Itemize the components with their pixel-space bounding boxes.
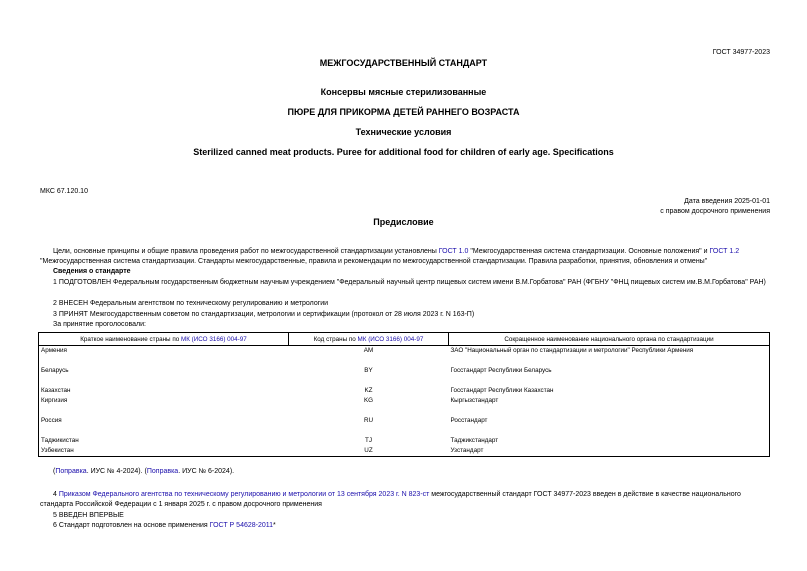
table-header-code: Код страны по МК (ИСО 3166) 004-97: [289, 333, 449, 346]
table-row: [39, 406, 770, 416]
foreword-item-4: 4 Приказом Федерального агентства по техническому регулированию и метрологии от 13 сентября 2023 г. N 823-ст межгосударственный стандарт ГОСТ 34977-2023 введен в действие в качестве национального стандарта Российской Федерации с 1 января 2025 г. с правом досрочного применения: [40, 491, 741, 508]
standard-type: МЕЖГОСУДАРСТВЕННЫЙ СТАНДАРТ: [319, 58, 488, 68]
voted-label: За принятие проголосовали:: [53, 321, 146, 328]
countries-table: [38, 332, 770, 457]
intro-date: Дата введения 2025-01-01: [684, 198, 770, 205]
gost-1-2-link[interactable]: ГОСТ 1.2: [709, 248, 740, 255]
mks-code: МКС 67.120.10: [40, 188, 88, 195]
table-row: Казахстан KZ Госстандарт Республики Казахстан: [39, 386, 770, 396]
title-line-3: Технические условия: [355, 127, 452, 137]
title-line-1: Консервы мясные стерилизованные: [320, 87, 487, 97]
goals-paragraph: Цели, основные принципы и общие правила проведения работ по межгосударственной стандартизации установлены ГОСТ 1.0 "Межгосударственная система стандартизации. Основные положения" и ГОСТ 1.2 "Межгосударственная система стандартизации. Стандарты межгосударственные, правила и рекомендации по межгосударственной стандартизации. Правила разработки, принятия, обновления и отмены": [40, 248, 740, 265]
table-row: [39, 426, 770, 436]
table-row: Армения AM ЗАО "Национальный орган по стандартизации и метрологии" Республики Армения: [39, 346, 770, 357]
table-row: Узбекистан UZ Узстандарт: [39, 446, 770, 457]
info-heading: Сведения о стандарте: [53, 268, 131, 275]
table-row: Россия RU Росстандарт: [39, 416, 770, 426]
table-row: Киргизия KG Кыргызстандарт: [39, 396, 770, 406]
order-link[interactable]: Приказом Федерального агентства по техническому регулированию и метрологии от 13 сентября 2023 г. N 823-ст: [58, 491, 430, 498]
foreword-item-6: 6 Стандарт подготовлен на основе применения ГОСТ Р 54628-2011*: [53, 522, 276, 529]
table-header-country: Краткое наименование страны по МК (ИСО 3166) 004-97: [39, 333, 289, 346]
foreword-item-2: 2 ВНЕСЕН Федеральным агентством по техническому регулированию и метрологии: [53, 300, 329, 307]
foreword-item-1: 1 ПОДГОТОВЛЕН Федеральным государственным бюджетным научным учреждением "Федеральный научный центр пищевых систем имени В.М.Горбатова" РАН (ФГБНУ "ФНЦ пищевых систем им.В.М.Горбатова" РАН): [53, 279, 766, 286]
table-row: [39, 376, 770, 386]
gost-1-0-link[interactable]: ГОСТ 1.0: [438, 248, 469, 255]
table-row: [39, 356, 770, 366]
foreword-item-5: 5 ВВЕДЕН ВПЕРВЫЕ: [53, 512, 124, 519]
table-row: Беларусь BY Госстандарт Республики Беларусь: [39, 366, 770, 376]
table-row: Таджикистан TJ Таджикстандарт: [39, 436, 770, 446]
amendment-link-1[interactable]: Поправка: [55, 468, 87, 475]
foreword-item-3: 3 ПРИНЯТ Межгосударственным советом по стандартизации, метрологии и сертификации (протокол от 28 июля 2023 г. N 163-П): [53, 311, 475, 318]
title-line-2: ПЮРЕ ДЛЯ ПРИКОРМА ДЕТЕЙ РАННЕГО ВОЗРАСТА: [287, 107, 520, 117]
gost-r-54628-link[interactable]: ГОСТ Р 54628-2011: [209, 522, 274, 529]
title-english: Sterilized canned meat products. Puree for additional food for children of early age. Specifications: [193, 147, 614, 157]
early-application: с правом досрочного применения: [660, 208, 770, 215]
mk-iso-link[interactable]: МК (ИСО 3166) 004-97: [180, 335, 247, 343]
amendments-note: (Поправка. ИУС № 4-2024). (Поправка. ИУС № 6-2024).: [53, 468, 235, 475]
table-header-body: Сокращенное наименование национального органа по стандартизации: [449, 333, 770, 346]
amendment-link-2[interactable]: Поправка: [146, 468, 179, 475]
gost-number: ГОСТ 34977-2023: [712, 49, 770, 56]
mk-iso-link[interactable]: МК (ИСО 3166) 004-97: [357, 335, 424, 343]
foreword-heading: Предисловие: [373, 217, 434, 227]
